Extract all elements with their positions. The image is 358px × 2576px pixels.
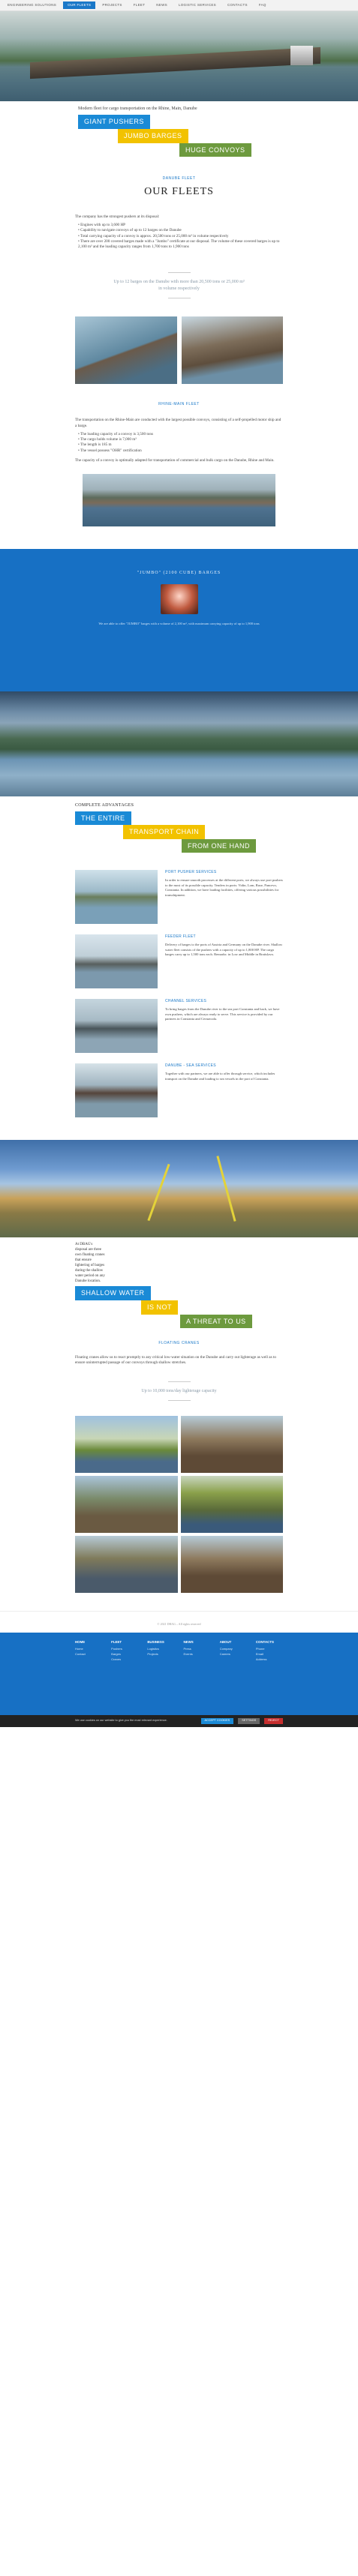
tag-jumbo-barges: JUMBO BARGES: [118, 129, 188, 143]
nav-item-fleet[interactable]: FLEET: [133, 2, 146, 7]
river-convoy-photo: [83, 474, 275, 526]
floating-cranes-photo: [0, 1140, 358, 1237]
fleet-images: [0, 316, 358, 384]
tag-the-entire: THE ENTIRE: [75, 811, 131, 826]
fleets-bullet: • There are over 200 covered barges made with a "Jumbo" certificate at our disposal. The volume of these covered barges is up to 2,100 m³ and the loading capacity ranges from 1,700 tons to 1,900 tons: [78, 239, 283, 250]
cranes-gallery: [0, 1416, 358, 1533]
accept-cookies-button[interactable]: ACCEPT COOKIES: [201, 1718, 234, 1724]
crane-photo: [75, 1536, 178, 1593]
cookie-banner: [0, 1715, 358, 1727]
tag-is-not: IS NOT: [141, 1300, 178, 1315]
crane-arm: [147, 1164, 170, 1221]
channel-photo: [75, 999, 158, 1053]
nav-item-engineering[interactable]: ENGINEERING SOLUTIONS: [8, 2, 57, 7]
hero-caption: Modern fleet for cargo transportation on the Rhine, Main, Danube: [78, 106, 197, 111]
jumbo-barges-section: [0, 549, 358, 691]
cranes-gallery-2: [0, 1536, 358, 1593]
tag-shallow-water: SHALLOW WATER: [75, 1286, 151, 1300]
footer-link[interactable]: Logistics: [147, 1646, 159, 1651]
danube-fleet-label: DANUBE FLEET: [162, 176, 196, 181]
footer-col-title: FLEET: [111, 1639, 122, 1644]
nav-item-fleets[interactable]: OUR FLEETS: [63, 1, 95, 9]
footer-col-title: NEWS: [183, 1639, 194, 1644]
fleets-bullet: • Capability to navigate convoys of up to 12 barges on the Danube: [78, 228, 283, 233]
rhine-bullet: • The length is 185 m: [78, 442, 283, 448]
footer-link[interactable]: Press: [183, 1646, 191, 1651]
fleets-body: [0, 214, 358, 250]
tag-transport-chain: TRANSPORT CHAIN: [123, 825, 205, 839]
rhine-body: [0, 418, 358, 463]
footer-link[interactable]: Barges: [111, 1651, 121, 1656]
feeder-fleet-photo: [75, 934, 158, 988]
tag-giant-pushers: GIANT PUSHERS: [78, 115, 150, 129]
rhine-bullet: • The loading capacity of a convoy is 3,500 tons: [78, 432, 283, 437]
service-danube-sea: [0, 1063, 358, 1117]
footer-col-about: [220, 1640, 247, 1708]
footer-link[interactable]: Email: [255, 1651, 263, 1656]
cookie-text: We use cookies on our website to give you the most relevant experience.: [75, 1719, 167, 1723]
port-pusher-photo: [75, 870, 158, 924]
crane-photo: [75, 1416, 178, 1473]
service-channel: [0, 999, 358, 1053]
footer-col-title: BUSINESS: [147, 1639, 164, 1644]
crane-arm: [216, 1156, 236, 1222]
service-feeder-fleet: [0, 934, 358, 988]
footer-link[interactable]: Pushers: [111, 1646, 122, 1651]
cranes-text: Floating cranes allow us to react promptly to any critical low-water situation on the Danube and carry out lighterage as well as to ensure uninterrupted passage of our convoys through shallow stretches.: [75, 1355, 276, 1366]
footer-col-title: ABOUT: [219, 1639, 232, 1644]
service-title: PORT PUSHER SERVICES: [165, 870, 217, 875]
convoy-photo: [75, 316, 177, 384]
copyright: © 2021 DBAG – All rights reserved: [0, 1611, 358, 1633]
nav-item-logistic[interactable]: LOGISTIC SERVICES: [178, 2, 216, 7]
footer-link[interactable]: Address: [255, 1657, 267, 1662]
chain-tags: [0, 809, 358, 856]
reject-cookies-button[interactable]: REJECT: [264, 1718, 283, 1724]
barge-photo: [182, 316, 284, 384]
footer-col-title: CONTACTS: [255, 1639, 274, 1644]
hero-tags: [0, 112, 358, 158]
page-title: OUR FLEETS: [144, 186, 214, 198]
crane-photo: [181, 1536, 284, 1593]
tag-threat: A THREAT TO US: [180, 1315, 252, 1329]
service-port-pusher: [0, 870, 358, 924]
footer-link[interactable]: Cranes: [111, 1657, 122, 1662]
cookie-settings-button[interactable]: SETTINGS: [238, 1718, 260, 1724]
nav-item-projects[interactable]: PROJECTS: [102, 2, 122, 7]
crane-photo: [181, 1416, 284, 1473]
rhine-intro: The transportation on the Rhine-Main are conducted with the largest possible convoys, consisting of a self-propelled motor ship and a barge.: [75, 418, 281, 428]
shallow-intro: At DBAG's disposal are three own floating cranes that ensure lightering of barges during the shallow water period on any Danube location.: [75, 1243, 105, 1284]
footer-link[interactable]: Projects: [147, 1651, 158, 1656]
rhine-bullet: • The cargo holds volume is 7,000 m³: [78, 437, 283, 442]
floating-cranes-label: FLOATING CRANES: [158, 1341, 200, 1346]
service-title: CHANNEL SERVICES: [165, 999, 207, 1004]
danube-sea-photo: [75, 1063, 158, 1117]
jumbo-title: "JUMBO" (2100 CUBE) BARGES: [137, 571, 221, 576]
tag-from-one-hand: FROM ONE HAND: [182, 839, 256, 853]
nav-item-news[interactable]: NEWS: [156, 2, 167, 7]
divider: [168, 272, 191, 273]
crane-photo: [181, 1476, 284, 1533]
hero-pusher: [290, 46, 313, 65]
tag-huge-convoys: HUGE CONVOYS: [179, 143, 251, 157]
advantages-intro: COMPLETE ADVANTAGES: [75, 803, 134, 808]
nav-item-contacts[interactable]: CONTACTS: [227, 2, 248, 7]
service-text: To bring barges from the Danube river to the sea port Constanta and back, we have own pushers, which are always ready to serve. This service is provided by our partners in Constanta and Cernavoda.: [165, 1007, 280, 1021]
footer-link[interactable]: Events: [183, 1651, 193, 1656]
footer-col-home: [75, 1640, 102, 1708]
service-title: DANUBE - SEA SERVICES: [165, 1063, 216, 1069]
cranes-callout: Up to 10,000 tons/day lighterage capacity: [141, 1388, 217, 1393]
fleets-bullet: • Engines with up to 3,600 HP: [78, 223, 283, 228]
footer-link[interactable]: Phone: [255, 1646, 265, 1651]
fleets-bullet: • Total carrying capacity of a convoy is approx. 20,500 tons or 25,000 m³ in volume respectively: [78, 234, 283, 239]
footer-col-title: HOME: [75, 1639, 86, 1644]
divider: [168, 1381, 191, 1382]
footer-link[interactable]: Home: [75, 1646, 83, 1651]
footer-col-fleet: [111, 1640, 138, 1708]
service-text: Delivery of barges to the ports of Austria and Germany on the Danube river. Shallow water fleet consists of the pushers with a capacity of up to 1,800 HP. The cargo barges carry up to 1,500 tons each. Remarks: in Low and Middle in Bratislava.: [165, 943, 283, 957]
barge-hold-photo: [161, 584, 198, 614]
rhine-outro: The capacity of a convoy is optimally adapted for transportation of commercial and bulk cargo on the Danube, Rhine and Main.: [75, 457, 275, 463]
footer-link[interactable]: Contact: [75, 1651, 86, 1656]
fleets-intro: The company has the strongest pushers at its disposal:: [75, 214, 160, 219]
nav-item-faq[interactable]: FAQ: [258, 2, 266, 7]
footer-col-contacts: [256, 1640, 283, 1708]
hero-barge: [30, 47, 320, 79]
rhine-fleet-label: RHINE-MAIN FLEET: [158, 402, 200, 407]
footer-col-business: [147, 1640, 174, 1708]
footer-link[interactable]: Careers: [219, 1651, 230, 1656]
shallow-tags: [0, 1284, 358, 1330]
fleets-callout: Up to 12 barges on the Danube with more than 20,500 tons or 25,000 m³ in volume respectively: [113, 280, 245, 291]
danube-gorge-photo: [0, 691, 358, 796]
crane-photo: [75, 1476, 178, 1533]
top-navigation: [0, 0, 358, 11]
jumbo-text: We are able to offer "JUMBO" barges with a volume of 2,100 m³, with maximum carrying capacity of up to 1,900 tons: [98, 621, 260, 625]
service-text: Together with our partners, we are able to offer through service, which includes transport on the Danube and loading to sea vessels in the port of Constanta.: [165, 1072, 275, 1081]
hero-image: [0, 11, 358, 101]
footer-link[interactable]: Company: [219, 1646, 233, 1651]
rhine-bullet: • The vessel possess "OHR" certification: [78, 448, 283, 454]
footer-col-news: [184, 1640, 211, 1708]
footer: [0, 1633, 358, 1715]
divider: [168, 1400, 191, 1401]
service-title: FEEDER FLEET: [165, 934, 196, 940]
service-text: In order to ensure smooth processes at the different ports, we always use port pushers to the most of its possible capacity. Tenders in ports: Vidin, Lom, Ruse, Pancevo, Constanta. In addition, we have loading facilities, offering various possibilities for transshipment.: [165, 878, 283, 897]
